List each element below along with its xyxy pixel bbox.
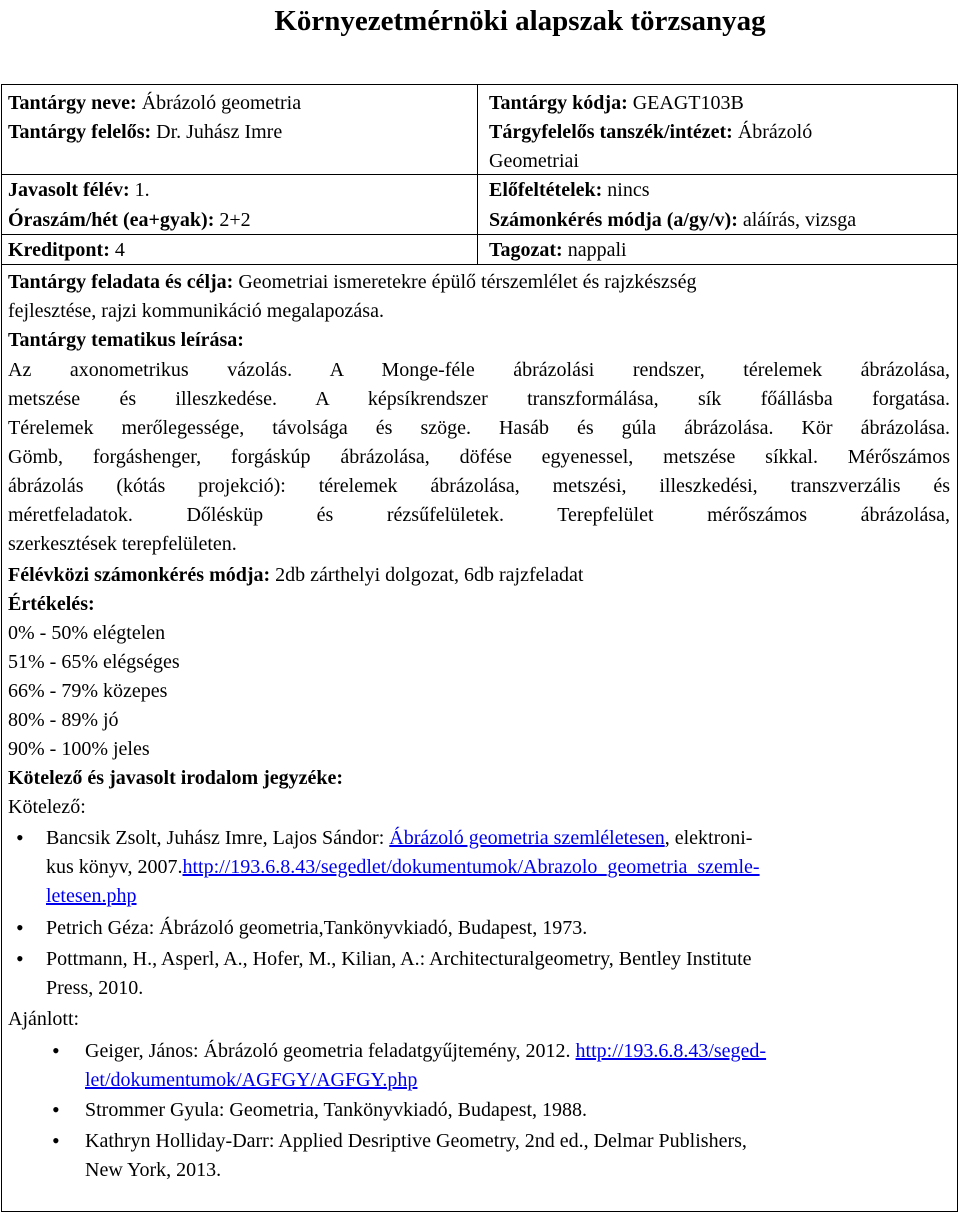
course-credit-value: 4 (114, 239, 125, 261)
midterm (8, 561, 583, 590)
bullet-icon: • (52, 1038, 60, 1063)
course-name-label: Tantárgy neve: (8, 92, 137, 114)
course-responsible (8, 118, 282, 147)
course-exam (489, 206, 856, 235)
grading-item: 51% - 65% elégséges (8, 651, 180, 673)
course-semester-value: 1. (134, 179, 150, 201)
course-exam-label: Számonkérés módja (a/gy/v): (489, 209, 738, 231)
description-line: Gömb, forgáshenger, forgáskúp ábrázolása, döfése egyenessel, metszése síkkal. Mérőszámos (8, 446, 950, 468)
course-prereq-label: Előfeltételek: (489, 179, 603, 201)
row-divider (1, 264, 958, 265)
goal-text-1: Geometriai ismeretekre épülő térszemlélet és rajzkészség (238, 271, 697, 293)
required-item-3-line-2: Press, 2010. (46, 977, 144, 999)
course-semester-label: Javasolt félév: (8, 179, 130, 201)
course-name (8, 89, 301, 118)
url-link-cont[interactable]: letesen.php (46, 885, 137, 907)
book-title-link[interactable]: Ábrázoló geometria szemléletesen (389, 827, 665, 849)
course-mode-value: nappali (567, 239, 627, 261)
bullet-icon: • (16, 915, 24, 940)
course-responsible-value: Dr. Juhász Imre (156, 121, 283, 143)
course-hours-label: Óraszám/hét (ea+gyak): (8, 209, 215, 231)
description-line: szerkesztések terepfelületen. (8, 533, 237, 555)
bullet-icon: • (16, 946, 24, 971)
grading-item: 66% - 79% közepes (8, 680, 168, 702)
goal-line-2 (8, 297, 384, 326)
bullet-icon: • (52, 1128, 60, 1153)
url-link-cont[interactable]: let/dokumentumok/AGFGY/AGFGY.php (85, 1069, 418, 1091)
grading-item: 90% - 100% jeles (8, 738, 150, 760)
required-item-3: Pottmann, H., Asperl, A., Hofer, M., Kilian, A.: Architecturalgeometry, Bentley Institute (46, 948, 752, 970)
grading-item: 0% - 50% elégtelen (8, 622, 166, 644)
course-code (489, 89, 744, 118)
description-line: ábrázolás (kótás projekció): térelemek ábrázolása, metszési, illeszkedési, transzverzális és (8, 475, 950, 497)
goal-line-1 (8, 268, 696, 297)
description-text (8, 356, 950, 559)
course-prereq (489, 176, 650, 205)
goal-text-2: fejlesztése, rajzi kommunikáció megalapozása. (8, 300, 384, 322)
row-divider (1, 174, 958, 175)
course-prereq-value: nincs (607, 179, 650, 201)
literature-label: Kötelező és javasolt irodalom jegyzéke: (8, 767, 344, 789)
course-department (489, 118, 812, 147)
recommended-item-2: Strommer Gyula: Geometria, Tankönyvkiadó, Budapest, 1988. (85, 1099, 588, 1121)
required-item-text: kus könyv, 2007. (46, 856, 183, 878)
recommended-item-1 (85, 1037, 766, 1066)
course-code-label: Tantárgy kódja: (489, 92, 628, 114)
description-line: Az axonometrikus vázolás. A Monge-féle ábrázolási rendszer, térelemek ábrázolása, (8, 359, 950, 381)
recommended-item-1-line-2 (85, 1066, 417, 1095)
course-mode (489, 236, 627, 265)
course-department-cont (489, 147, 579, 176)
course-code-value: GEAGT103B (632, 92, 744, 114)
course-mode-label: Tagozat: (489, 239, 563, 261)
required-item-authors: Bancsik Zsolt, Juhász Imre, Lajos Sándor: (46, 827, 390, 849)
description-line: méretfeladatok. Dőlésküp és rézsűfelületek. Terepfelület mérőszámos ábrázolása, (8, 504, 950, 526)
midterm-label: Félévközi számonkérés módja: (8, 564, 271, 586)
description-line: metszése és illeszkedése. A képsíkrendszer transzformálása, sík főállásba forgatása. (8, 388, 950, 410)
description-line: Térelemek merőlegessége, távolsága és szöge. Hasáb és gúla ábrázolása. Kör ábrázolása. (8, 417, 950, 439)
description-label: Tantárgy tematikus leírása: (8, 329, 244, 351)
url-link[interactable]: http://193.6.8.43/seged- (575, 1040, 767, 1062)
bullet-icon: • (52, 1097, 60, 1122)
course-semester (8, 176, 150, 205)
course-name-value: Ábrázoló geometria (141, 92, 302, 114)
required-item-1 (46, 824, 752, 853)
course-responsible-label: Tantárgy felelős: (8, 121, 152, 143)
required-item-2: Petrich Géza: Ábrázoló geometria,Tankönyvkiadó, Budapest, 1973. (46, 917, 588, 939)
course-department-value: Ábrázoló (737, 121, 813, 143)
bullet-icon: • (16, 825, 24, 850)
course-credit (8, 236, 125, 265)
grading-item: 80% - 89% jó (8, 709, 119, 731)
url-link[interactable]: http://193.6.8.43/segedlet/dokumentumok/Abrazolo_geometria_szemle- (182, 856, 760, 878)
recommended-item-text: Geiger, János: Ábrázoló geometria feladatgyűjtemény, 2012. (85, 1040, 576, 1062)
required-item-1-line-2 (46, 853, 760, 882)
recommended-item-3: Kathryn Holliday-Darr: Applied Desriptive Geometry, 2nd ed., Delmar Publishers, (85, 1130, 747, 1152)
course-department-label: Tárgyfelelős tanszék/intézet: (489, 121, 733, 143)
grading-label: Értékelés: (8, 593, 95, 615)
course-exam-value: aláírás, vizsga (742, 209, 857, 231)
page-title: Környezetmérnöki alapszak törzsanyag (274, 5, 766, 37)
course-department-value-cont: Geometriai (489, 150, 579, 172)
course-credit-label: Kreditpont: (8, 239, 110, 261)
required-item-1-line-3 (46, 882, 137, 911)
course-hours-value: 2+2 (219, 209, 251, 231)
recommended-label: Ajánlott: (8, 1008, 80, 1030)
required-label: Kötelező: (8, 796, 86, 818)
course-hours (8, 206, 251, 235)
midterm-value: 2db zárthelyi dolgozat, 6db rajzfeladat (275, 564, 584, 586)
goal-label: Tantárgy feladata és célja: (8, 271, 234, 293)
required-item-suffix: , elektroni- (664, 827, 753, 849)
recommended-item-3-line-2: New York, 2013. (85, 1159, 222, 1181)
